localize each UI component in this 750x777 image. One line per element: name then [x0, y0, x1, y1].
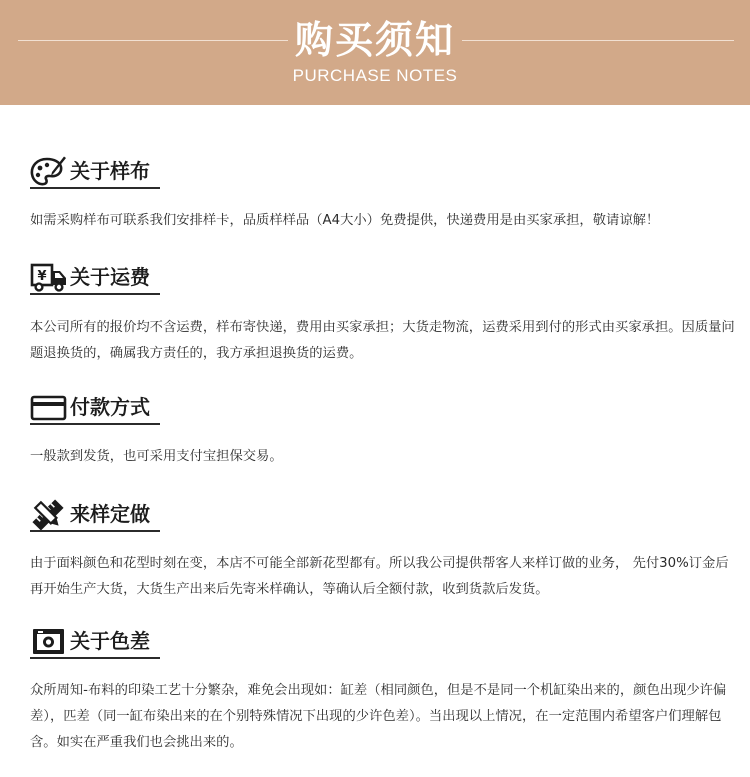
- header-banner: [0, 0, 750, 105]
- section-title: 关于运费: [70, 265, 150, 289]
- page-subtitle: PURCHASE NOTES: [292, 66, 458, 85]
- credit-card-icon: [30, 392, 68, 424]
- heading-underline: [30, 187, 160, 189]
- delivery-truck-icon: [30, 262, 68, 294]
- section-body: 如需采购样布可联系我们安排样卡，品质样样品（A4大小）免费提供，快递费用是由买家承担，敬请谅解！: [30, 213, 660, 228]
- page-title: 购买须知: [294, 18, 455, 62]
- pencil-ruler-icon: [30, 499, 68, 531]
- section-body: 本公司所有的报价均不含运费，样布寄快递，费用由买家承担；大货走物流，运费采用到付的形式由买家承担。因质量问题退换货的，确属我方责任的，我方承担退换货的运费。: [30, 320, 735, 361]
- section-body: 众所周知-布料的印染工艺十分繁杂，难免会出现如：缸差（相同颜色，但是不是同一个机缸染出来的，颜色出现少许偏差），匹差（同一缸布染出来的在个别特殊情况下出现的少许色差）。当出现以上情况，在一定范围内希望客户们理解包含。如实在严重我们也会挑出来的。: [30, 683, 727, 750]
- banner-divider-right: [462, 40, 734, 41]
- svg-text:¥: ¥: [37, 269, 47, 284]
- heading-underline: [30, 423, 160, 425]
- camera-icon: [30, 626, 68, 658]
- heading-underline: [30, 530, 160, 532]
- section-body: 一般款到发货，也可采用支付宝担保交易。: [30, 449, 283, 464]
- palette-icon: [30, 156, 68, 188]
- heading-underline: [30, 657, 160, 659]
- section-title: 付款方式: [70, 395, 150, 419]
- section-title: 关于色差: [70, 629, 150, 653]
- section-body: 由于面料颜色和花型时刻在变，本店不可能全部新花型都有。所以我公司提供帮客人来样订做的业务， 先付30%订金后再开始生产大货，大货生产出来后先寄米样确认，等确认后全额付款，收到货款后发货。: [30, 556, 729, 597]
- heading-underline: [30, 293, 160, 295]
- section-title: 关于样布: [70, 159, 150, 183]
- section-title: 来样定做: [70, 502, 150, 526]
